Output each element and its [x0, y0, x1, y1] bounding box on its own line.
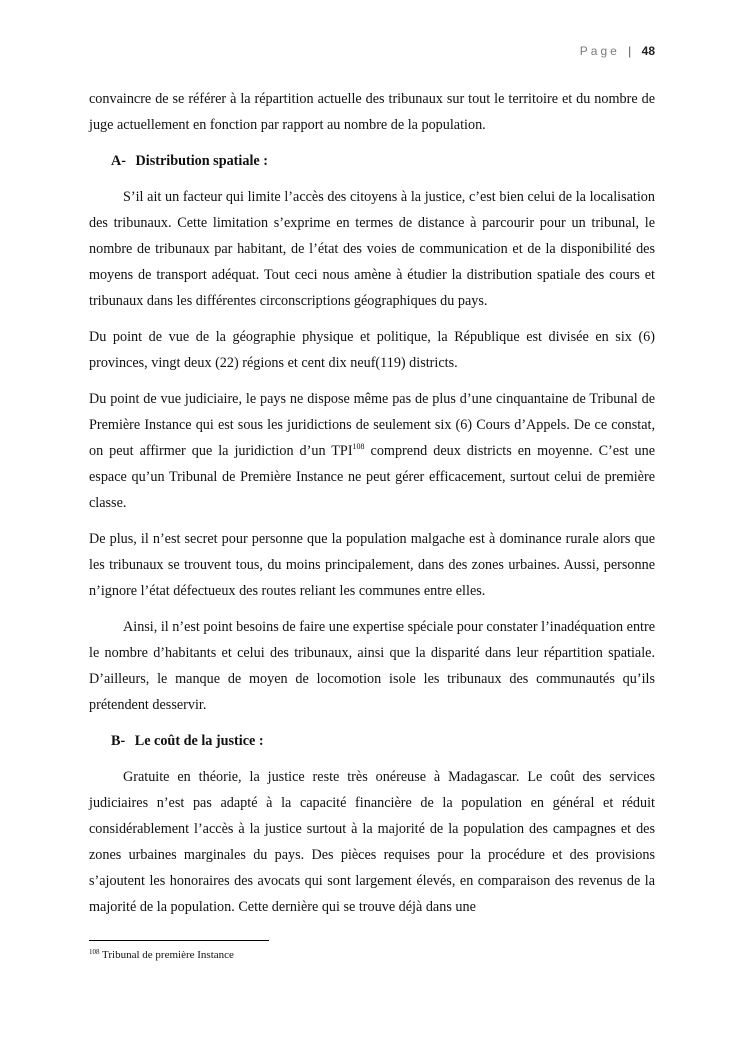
footnote: [89, 948, 234, 962]
paragraph-cout: Gratuite en théorie, la justice reste très onéreuse à Madagascar. Le coût des services judiciaires n’est pas adapté à la capacité financière de la population en général et réduit considérablement l’accès à la justice surtout à la majorité de la population des campagnes et des zones urbaines marginales du pays. Des pièces requises pour la procédure et des provisions s’ajoutent les honoraires des avocats qui sont largement élevés, en comparaison des revenus de la majorité de la population. Cette dernière qui se trouve déjà dans une: [89, 769, 655, 915]
paragraph-judiciaire: [89, 386, 655, 516]
page-number: 48: [641, 44, 655, 58]
header-separator: |: [628, 44, 632, 58]
section-title-a: Distribution spatiale :: [135, 153, 268, 169]
footnote-number: 108: [89, 948, 100, 956]
footnote-text: Tribunal de première Instance: [99, 949, 234, 961]
footnote-separator: [89, 940, 269, 941]
section-title-b: Le coût de la justice :: [134, 733, 264, 749]
paragraph-continuation: convaincre de se référer à la répartition actuelle des tribunaux sur tout le territoire et du nombre de juge actuellement en fonction par rapport au nombre de la population.: [89, 91, 655, 133]
document-body: [89, 86, 655, 930]
paragraph-rurale: De plus, il n’est secret pour personne que la population malgache est à dominance rurale alors que les tribunaux se trouvent tous, du moins principalement, dans des zones urbaines. Aussi, personne n’ignore l’état défectueux des routes reliant les communes entre elles.: [89, 531, 655, 599]
footnote-reference[interactable]: 108: [352, 442, 365, 451]
page-label: Page: [579, 44, 620, 58]
paragraph-facteur: S’il ait un facteur qui limite l’accès des citoyens à la justice, c’est bien celui de la localisation des tribunaux. Cette limitation s’exprime en termes de distance à parcourir pour un tribunal, le nombre de tribunaux par habitant, de l’état des voies de communication et de la disponibilité des moyens de transport adéquat. Tout ceci nous amène à étudier la distribution spatiale des cours et tribunaux dans les différentes circonscriptions géographiques du pays.: [89, 189, 655, 309]
section-heading-b: [89, 728, 655, 754]
section-heading-a: [89, 148, 655, 174]
section-letter-b: B-: [111, 733, 126, 749]
page-header: [580, 44, 655, 58]
paragraph-geographie: Du point de vue de la géographie physique et politique, la République est divisée en six (6) provinces, vingt deux (22) régions et cent dix neuf(119) districts.: [89, 329, 655, 371]
paragraph-judiciaire-start: Du point de vue judiciaire, le pays ne dispose même pas de plus d’une cinquantaine de Tribunal de Première Instance qui est sous les juridictions de seulement six (6) Cours d’Appels. De ce constat, on peut affirmer que la juridiction d’un TPI: [89, 391, 655, 459]
section-letter-a: A-: [111, 153, 126, 169]
paragraph-judiciaire-end: comprend deux districts en moyenne. C’est une espace qu’un Tribunal de Première Instance ne peut gérer efficacement, surtout celui de première classe.: [89, 443, 656, 511]
paragraph-expertise: Ainsi, il n’est point besoins de faire une expertise spéciale pour constater l’inadéquation entre le nombre d’habitants et celui des tribunaux, ainsi que la disparité dans leur répartition spatiale. D’ailleurs, le manque de moyen de locomotion isole les tribunaux des communautés qu’ils prétendent desservir.: [89, 619, 655, 713]
